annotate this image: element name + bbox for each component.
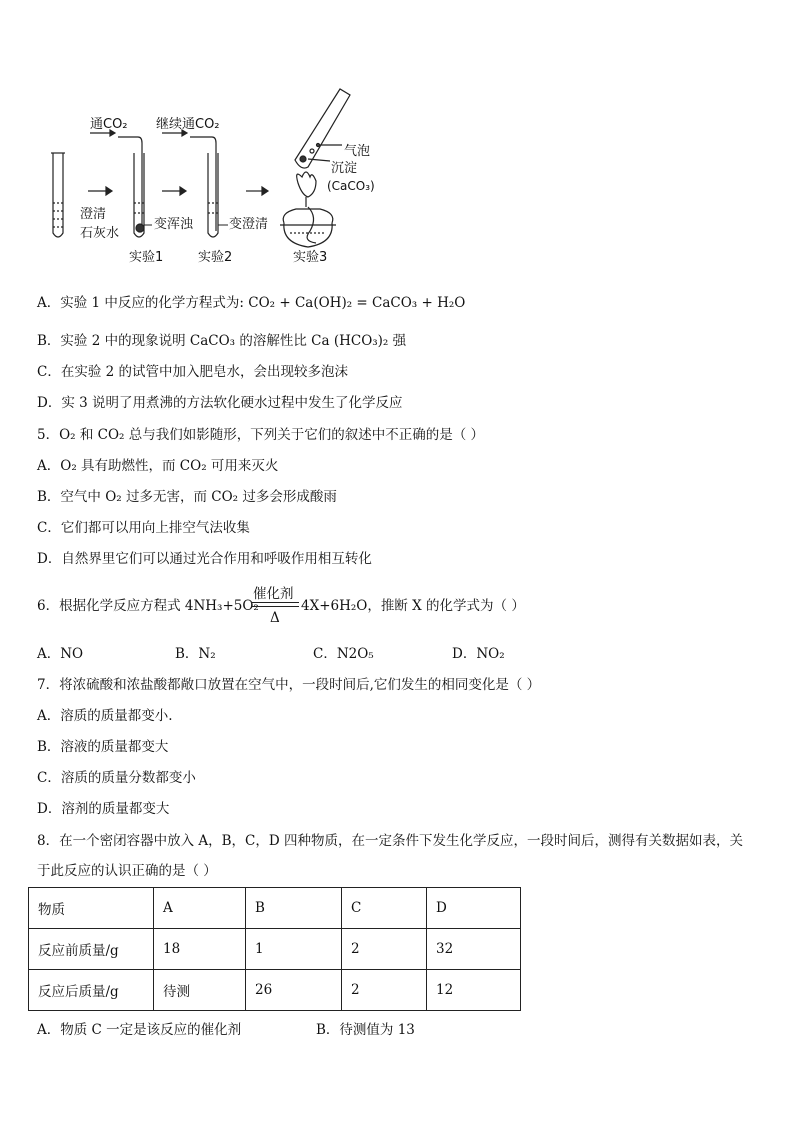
q4-option-a: A．实验 1 中反应的化学方程式为: CO₂ + Ca(OH)₂ = CaCO₃ + H₂O	[37, 295, 466, 311]
table-cell: 18	[154, 929, 246, 970]
q6-option-d: D．NO₂	[452, 646, 505, 662]
q7-option-a: A．溶质的质量都变小.	[37, 708, 173, 724]
q5-stem: 5．O₂ 和 CO₂ 总与我们如影随形，下列关于它们的叙述中不正确的是（ ）	[37, 427, 485, 443]
table-cell: 2	[342, 970, 427, 1011]
table-cell: 反应后质量/g	[29, 970, 154, 1011]
table-cell: 1	[246, 929, 342, 970]
q5-option-a: A．O₂ 具有助燃性，而 CO₂ 可用来灭火	[37, 458, 279, 474]
label-bian-hunzhuo: 变浑浊	[154, 217, 194, 232]
label-bian-chengqing: 变澄清	[229, 217, 269, 232]
table-cell: 32	[427, 929, 521, 970]
table-cell: D	[427, 888, 521, 929]
q7-option-b: B．溶液的质量都变大	[37, 739, 169, 755]
q5-option-b: B．空气中 O₂ 过多无害，而 CO₂ 过多会形成酸雨	[37, 489, 337, 505]
q4-option-c: C．在实验 2 的试管中加入肥皂水，会出现较多泡沫	[37, 364, 349, 380]
table-cell: 反应前质量/g	[29, 929, 154, 970]
table-cell: C	[342, 888, 427, 929]
q6-stem-pre: 6．根据化学反应方程式 4NH₃+5O₂	[37, 598, 259, 614]
table-row	[29, 970, 521, 1011]
lime-water-tube	[51, 153, 65, 237]
q4-option-b: B．实验 2 中的现象说明 CaCO₃ 的溶解性比 Ca (HCO₃)₂ 强	[37, 333, 407, 349]
table-cell: A	[154, 888, 246, 929]
label-chengqing: 澄清	[80, 207, 107, 222]
q8-stem-line2: 于此反应的认识正确的是（ ）	[37, 863, 217, 879]
label-qipao: 气泡	[344, 144, 371, 159]
table-row	[29, 888, 521, 929]
label-shihuishui: 石灰水	[80, 226, 120, 241]
q6-option-b: B．N₂	[175, 646, 216, 662]
arrow-1	[88, 187, 112, 195]
q4-option-d: D．实 3 说明了用煮沸的方法软化硬水过程中发生了化学反应	[37, 395, 403, 411]
q5-option-c: C．它们都可以用向上排空气法收集	[37, 520, 250, 536]
label-exp1: 实验1	[129, 250, 164, 265]
table-cell: B	[246, 888, 342, 929]
q6-catalyst: 催化剂	[253, 586, 294, 602]
label-jixu-co2: 继续通CO₂	[156, 117, 220, 132]
arrow-2	[162, 187, 186, 195]
q6-option-c: C．N2O₅	[313, 646, 374, 662]
label-caco3: (CaCO₃)	[327, 179, 375, 193]
arrow-3	[246, 187, 268, 195]
label-chendian: 沉淀	[331, 161, 358, 176]
q8-option-b: B．待测值为 13	[316, 1022, 415, 1038]
table-cell: 待测	[154, 970, 246, 1011]
table-cell: 26	[246, 970, 342, 1011]
q6-reaction-line	[251, 602, 299, 603]
table-cell: 2	[342, 929, 427, 970]
label-exp2: 实验2	[198, 250, 233, 265]
q8-data-table	[28, 887, 521, 1011]
table-cell: 12	[427, 970, 521, 1011]
table-row	[29, 929, 521, 970]
q6-option-a: A．NO	[37, 646, 84, 662]
q8-stem-line1: 8．在一个密闭容器中放入 A，B，C，D 四种物质，在一定条件下发生化学反应，一段时间后，测得有关数据如表，关	[37, 833, 743, 849]
q6-reaction-line-2	[251, 606, 299, 607]
q7-stem: 7．将浓硫酸和浓盐酸都敞口放置在空气中，一段时间后,它们发生的相同变化是（ ）	[37, 677, 541, 693]
q6-stem-post: 4X+6H₂O，推断 X 的化学式为（ ）	[301, 598, 525, 614]
q7-option-c: C．溶质的质量分数都变小	[37, 770, 196, 786]
q8-option-a: A．物质 C 一定是该反应的催化剂	[37, 1022, 242, 1038]
q5-option-d: D．自然界里它们可以通过光合作用和呼吸作用相互转化	[37, 551, 372, 567]
table-cell: 物质	[29, 888, 154, 929]
label-exp3: 实验3	[293, 250, 328, 265]
q7-option-d: D．溶剂的质量都变大	[37, 801, 170, 817]
label-tong-co2: 通CO₂	[90, 117, 128, 132]
q6-heat: Δ	[270, 610, 280, 626]
